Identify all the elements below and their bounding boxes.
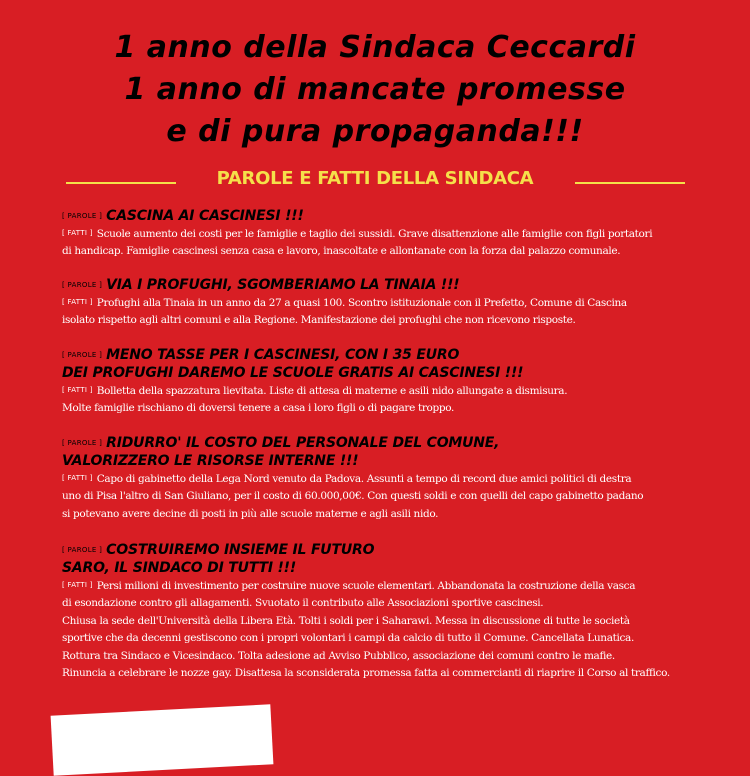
divider-right bbox=[575, 182, 685, 184]
fact-line: di handicap. Famiglie cascinesi senza casa e lavoro, inascoltate e allontanate con la forza dal palazzo comunale. bbox=[62, 245, 621, 258]
section-title: PAROLE E FATTI DELLA SINDACA bbox=[216, 168, 534, 189]
fact-line: [ FATTI ] Scuole aumento dei costi per le famiglie e taglio dei sussidi. Grave disattenzione alle famiglie con figli portatori bbox=[62, 227, 653, 240]
promise-slogan: [ PAROLE ] VIA I PROFUGHI, SGOMBERIAMO LA TINAIA !!! bbox=[62, 277, 460, 293]
parole-tag: [ PAROLE ] bbox=[62, 351, 103, 359]
promise-slogan-cont: DEI PROFUGHI DAREMO LE SCUOLE GRATIS AI CASCINESI !!! bbox=[62, 365, 524, 381]
fatti-tag: [ FATTI ] bbox=[62, 386, 93, 394]
fatti-tag: [ FATTI ] bbox=[62, 474, 93, 482]
parole-tag: [ PAROLE ] bbox=[62, 546, 103, 554]
top-cropped-title bbox=[0, 0, 750, 22]
promise-slogan: [ PAROLE ] MENO TASSE PER I CASCINESI, CON I 35 EURO bbox=[62, 347, 460, 363]
promise-slogan-cont: VALORIZZERO LE RISORSE INTERNE !!! bbox=[62, 453, 359, 469]
fact-line: sportive che da decenni gestiscono con i propri volontari i campi da calcio di tutto il Comune. Cancellata Lunatica. bbox=[62, 632, 634, 645]
headline-line-2: 1 anno di mancate promesse bbox=[124, 72, 626, 107]
fatti-tag: [ FATTI ] bbox=[62, 229, 93, 237]
parole-tag: [ PAROLE ] bbox=[62, 439, 103, 447]
promise-slogan: [ PAROLE ] RIDURRO' IL COSTO DEL PERSONALE DEL COMUNE, bbox=[62, 435, 500, 451]
promise-item-5 bbox=[62, 541, 702, 683]
fact-line: [ FATTI ] Bolletta della spazzatura lievitata. Liste di attesa di materne e asili nido allungate a dismisura. bbox=[62, 384, 568, 397]
fatti-tag: [ FATTI ] bbox=[62, 298, 93, 306]
fact-line: [ FATTI ] Persi milioni di investimento per costruire nuove scuole elementari. Abbandonata la costruzione della vasca bbox=[62, 579, 636, 592]
headline-line-3: e di pura propaganda!!! bbox=[166, 114, 584, 149]
promise-item-3 bbox=[62, 346, 702, 418]
promise-item-2 bbox=[62, 276, 702, 330]
promise-slogan: [ PAROLE ] COSTRUIREMO INSIEME IL FUTURO bbox=[62, 542, 375, 558]
fatti-tag: [ FATTI ] bbox=[62, 581, 93, 589]
headline-line-1: 1 anno della Sindaca Ceccardi bbox=[114, 30, 636, 65]
fact-line: uno di Pisa l'altro di San Giuliano, per il costo di 60.000,00€. Con questi soldi e con quelli del capo gabinetto padano bbox=[62, 490, 644, 503]
promise-slogan-cont: SARO, IL SINDACO DI TUTTI !!! bbox=[62, 560, 297, 576]
divider-left bbox=[66, 182, 176, 184]
fact-line: Rottura tra Sindaco e Vicesindaco. Tolta adesione ad Avviso Pubblico, associazione dei comuni contro le mafie. bbox=[62, 649, 615, 662]
parole-tag: [ PAROLE ] bbox=[62, 281, 103, 289]
parole-tag: [ PAROLE ] bbox=[62, 212, 103, 220]
white-card-corner bbox=[51, 704, 274, 775]
section-header bbox=[0, 168, 750, 196]
promise-item-1 bbox=[62, 207, 702, 261]
fact-line: [ FATTI ] Profughi alla Tinaia in un anno da 27 a quasi 100. Scontro istituzionale con il Prefetto, Comune di Cascina bbox=[62, 296, 627, 309]
fact-line: Rinuncia a celebrare le nozze gay. Disattesa la sconsiderata promessa fatta ai commercianti di riaprire il Corso al traffico. bbox=[62, 667, 670, 680]
fact-line: Chiusa la sede dell'Università della Libera Età. Tolti i soldi per i Saharawi. Messa in discussione di tutte le società bbox=[62, 614, 630, 627]
fact-line: isolato rispetto agli altri comuni e alla Regione. Manifestazione dei profughi che non ricevono risposte. bbox=[62, 314, 576, 327]
promise-item-4 bbox=[62, 434, 702, 523]
fact-line: [ FATTI ] Capo di gabinetto della Lega Nord venuto da Padova. Assunti a tempo di record due amici politici di destra bbox=[62, 472, 632, 485]
fact-line: di esondazione contro gli allagamenti. Svuotato il contributo alle Associazioni sportive cascinesi. bbox=[62, 597, 544, 610]
fact-line: Molte famiglie rischiano di doversi tenere a casa i loro figli o di pagare troppo. bbox=[62, 402, 454, 415]
promise-slogan: [ PAROLE ] CASCINA AI CASCINESI !!! bbox=[62, 208, 304, 224]
fact-line: si potevano avere decine di posti in più alle scuole materne e agli asili nido. bbox=[62, 507, 439, 520]
